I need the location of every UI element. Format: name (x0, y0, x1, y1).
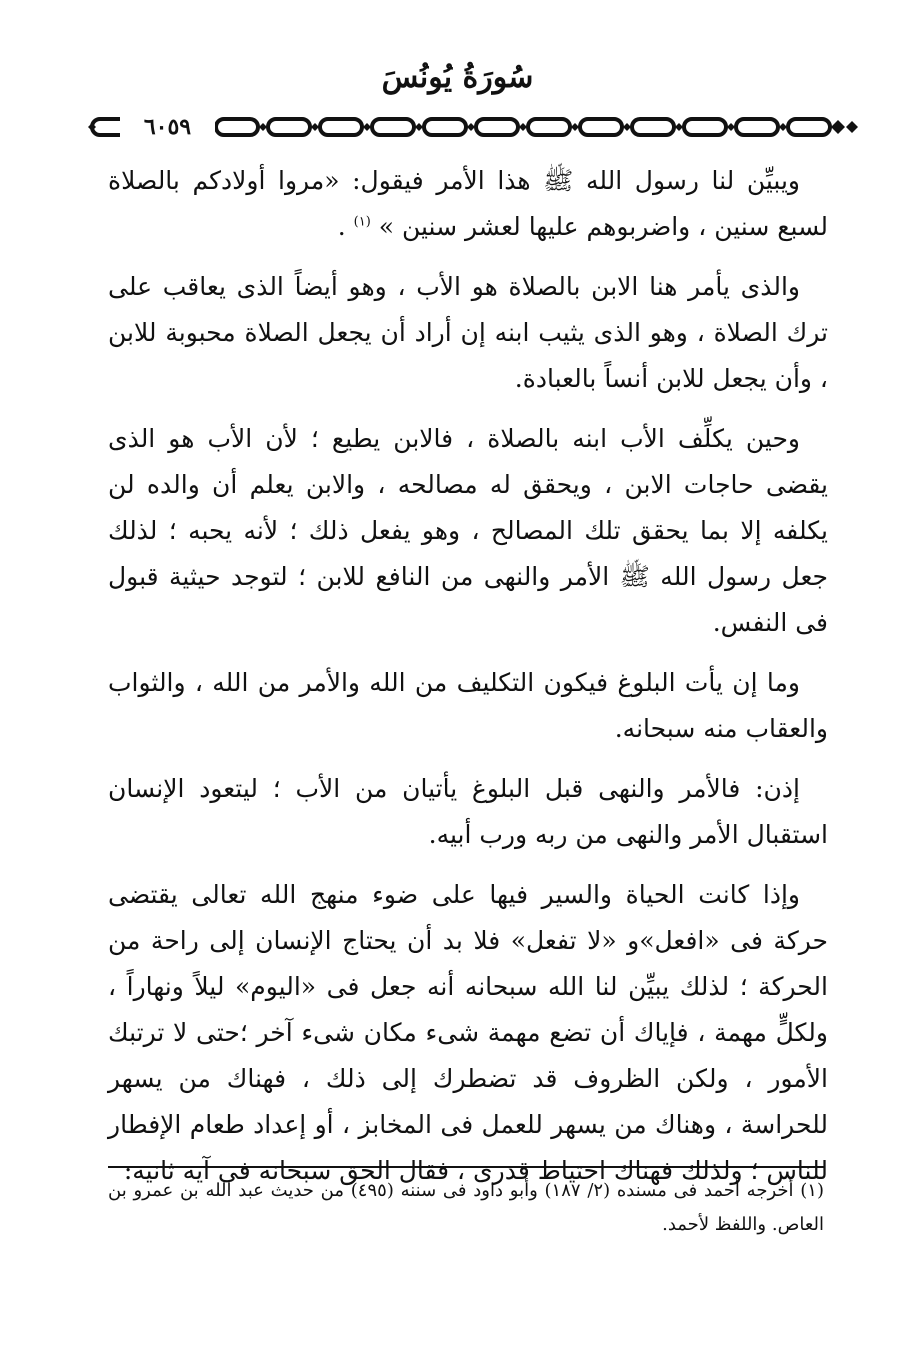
paragraph (108, 158, 828, 250)
paragraph: إذن: فالأمر والنهى قبل البلوغ يأتيان من الأب ؛ ليتعود الإنسان استقبال الأمر والنهى من ربه ورب أبيه. (108, 774, 828, 849)
footnote: (١) أخرجه أحمد فى مسنده (٢/ ١٨٧) وأبو داود فى سننه (٤٩٥) من حديث عبد الله بن عمرو بن العاص. واللفظ لأحمد. (108, 1180, 824, 1235)
main-text (108, 158, 828, 1194)
paragraph: والذى يأمر هنا الابن بالصلاة هو الأب ، وهو أيضاً الذى يعاقب على ترك الصلاة ، وهو الذى يثيب ابنه إن أراد أن يجعل الصلاة محبوبة للابن ، وأن يجعل للابن أنساً بالعبادة. (108, 272, 828, 393)
paragraph: وإذا كانت الحياة والسير فيها على ضوء منهج الله تعالى يقتضى حركة فى «افعل»و «لا تفعل» فلا بد أن يحتاج الإنسان إلى راحة من الحركة ؛ لذلك يبيِّن لنا الله سبحانه أنه جعل فى «اليوم» ليلاً ونهاراً ، ولكلٍّ مهمة ، فإياك أن تضع مهمة شىء مكان شىء آخر ؛حتى لا ترتبك الأمور ، ولكن الظروف قد تضطرك إلى ذلك ، فهناك من يسهر للحراسة ، وهناك من يسهر للعمل فى المخابز ، أو إعداد طعام الإفطار للناس ؛ ولذلك فهناك احتياط قدرى ، فقال الحق سبحانه فى آية ثانية: (108, 880, 828, 1185)
sentence-end: . (337, 212, 346, 241)
paragraph: وحين يكلِّف الأب ابنه بالصلاة ، فالابن يطيع ؛ لأن الأب هو الذى يقضى حاجات الابن ، ويحقق له مصالحه ، والابن يعلم أن والده لن يكلفه إلا بما يحقق تلك المصالح ، وهو يفعل ذلك ؛ لأنه يحبه ؛ لذلك جعل رسول الله ﷺ الأمر والنهى من النافع للابن ؛ لتوجد حيثية قبول فى النفس. (108, 424, 828, 637)
footnote-reference: (١) (353, 214, 371, 230)
paragraph-text: ويبيِّن لنا رسول الله ﷺ هذا الأمر فيقول: «مروا أولادكم بالصلاة لسبع سنين ، واضربوهم عليها لعشر سنين » (108, 166, 828, 241)
page-number: ٦٠٥٩ (120, 113, 215, 141)
footnote-divider (108, 1166, 824, 1168)
paragraph: وما إن يأت البلوغ فيكون التكليف من الله والأمر من الله ، والثواب والعقاب منه سبحانه. (108, 668, 828, 743)
surah-title: سُورَةُ يُونُسَ (381, 60, 534, 95)
